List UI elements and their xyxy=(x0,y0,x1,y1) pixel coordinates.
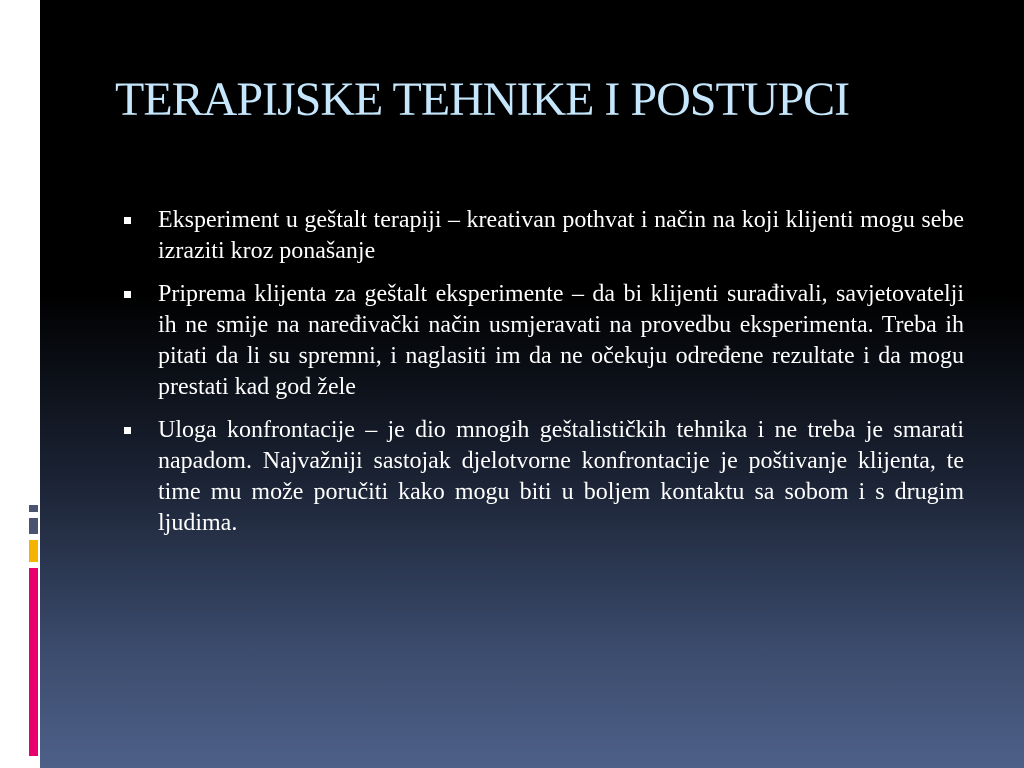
left-decorative-strip xyxy=(0,0,40,768)
decorative-bar-yellow xyxy=(29,540,38,562)
slide-content xyxy=(120,205,964,551)
decorative-bar-slate-small xyxy=(29,505,38,512)
square-bullet-icon xyxy=(124,291,131,298)
decorative-bar-pink xyxy=(29,568,38,756)
bullet-text: Eksperiment u geštalt terapiji – kreativan pothvat i način na koji klijenti mogu sebe izraziti kroz ponašanje xyxy=(158,207,964,264)
bullet-item xyxy=(120,415,964,539)
slide-title: TERAPIJSKE TEHNIKE I POSTUPCI xyxy=(115,73,850,126)
decorative-bar-slate xyxy=(29,518,38,534)
title-area xyxy=(115,70,975,130)
bullet-item xyxy=(120,205,964,267)
bullet-item xyxy=(120,279,964,403)
square-bullet-icon xyxy=(124,217,131,224)
square-bullet-icon xyxy=(124,427,131,434)
bullet-text: Priprema klijenta za geštalt eksperimente – da bi klijenti surađivali, savjetovatelji ih ne smije na naređivački način usmjeravati na provedbu eksperimenta. Treba ih pitati da li su spremni, i naglasiti im da ne očekuju određene rezultate i da mogu prestati kad god žele xyxy=(158,281,964,400)
bullet-text: Uloga konfrontacije – je dio mnogih geštalističkih tehnika i ne treba je smarati napadom. Najvažniji sastojak djelotvorne konfrontacije je poštivanje klijenta, te time mu može poručiti kako mogu biti u boljem kontaktu sa sobom i s drugim ljudima. xyxy=(158,417,964,536)
bullet-list xyxy=(120,205,964,539)
